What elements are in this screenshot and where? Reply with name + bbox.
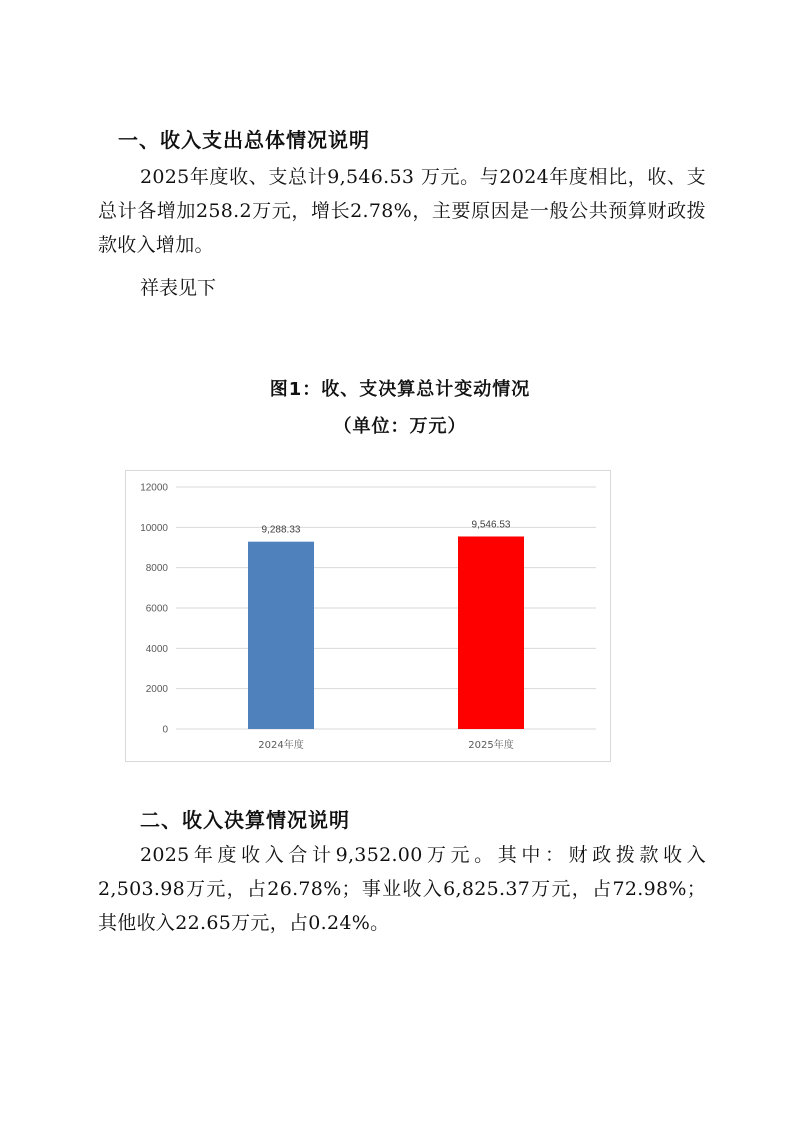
- section1-heading: 一、收入支出总体情况说明: [118, 128, 370, 152]
- bar: [458, 536, 524, 729]
- y-tick-label: 0: [162, 724, 168, 736]
- bar: [248, 542, 314, 729]
- y-tick-label: 2000: [145, 684, 168, 696]
- figure-title: 图1：收、支决算总计变动情况: [269, 379, 531, 400]
- section2-heading: 二、收入决算情况说明: [140, 808, 350, 832]
- section2-paragraph: 2025年度收入合计9,352.00万元。其中：财政拨款收入2,503.98万元，占26.78%；事业收入6,825.37万元，占72.98%；其他收入22.65万元，占0.24%。: [98, 844, 706, 934]
- y-tick-label: 6000: [145, 603, 168, 615]
- y-tick-label: 10000: [140, 522, 168, 534]
- bar-chart: [125, 470, 611, 762]
- figure-unit: （单位：万元）: [333, 416, 467, 437]
- y-tick-label: 12000: [140, 482, 168, 494]
- y-tick-label: 8000: [145, 563, 168, 575]
- x-tick-label: 2024年度: [258, 740, 304, 751]
- x-tick-label: 2025年度: [468, 740, 514, 751]
- section1-paragraph: 2025年度收、支总计9,546.53 万元。与2024年度相比，收、支总计各增加258.2万元，增长2.78%，主要原因是一般公共预算财政拨款收入增加。: [98, 166, 706, 256]
- data-label: 9,288.33: [261, 524, 301, 536]
- bar-chart-svg: [126, 471, 610, 761]
- y-tick-label: 4000: [145, 643, 168, 655]
- data-label: 9,546.53: [471, 519, 511, 531]
- section1-note: 祥表见下: [140, 277, 217, 299]
